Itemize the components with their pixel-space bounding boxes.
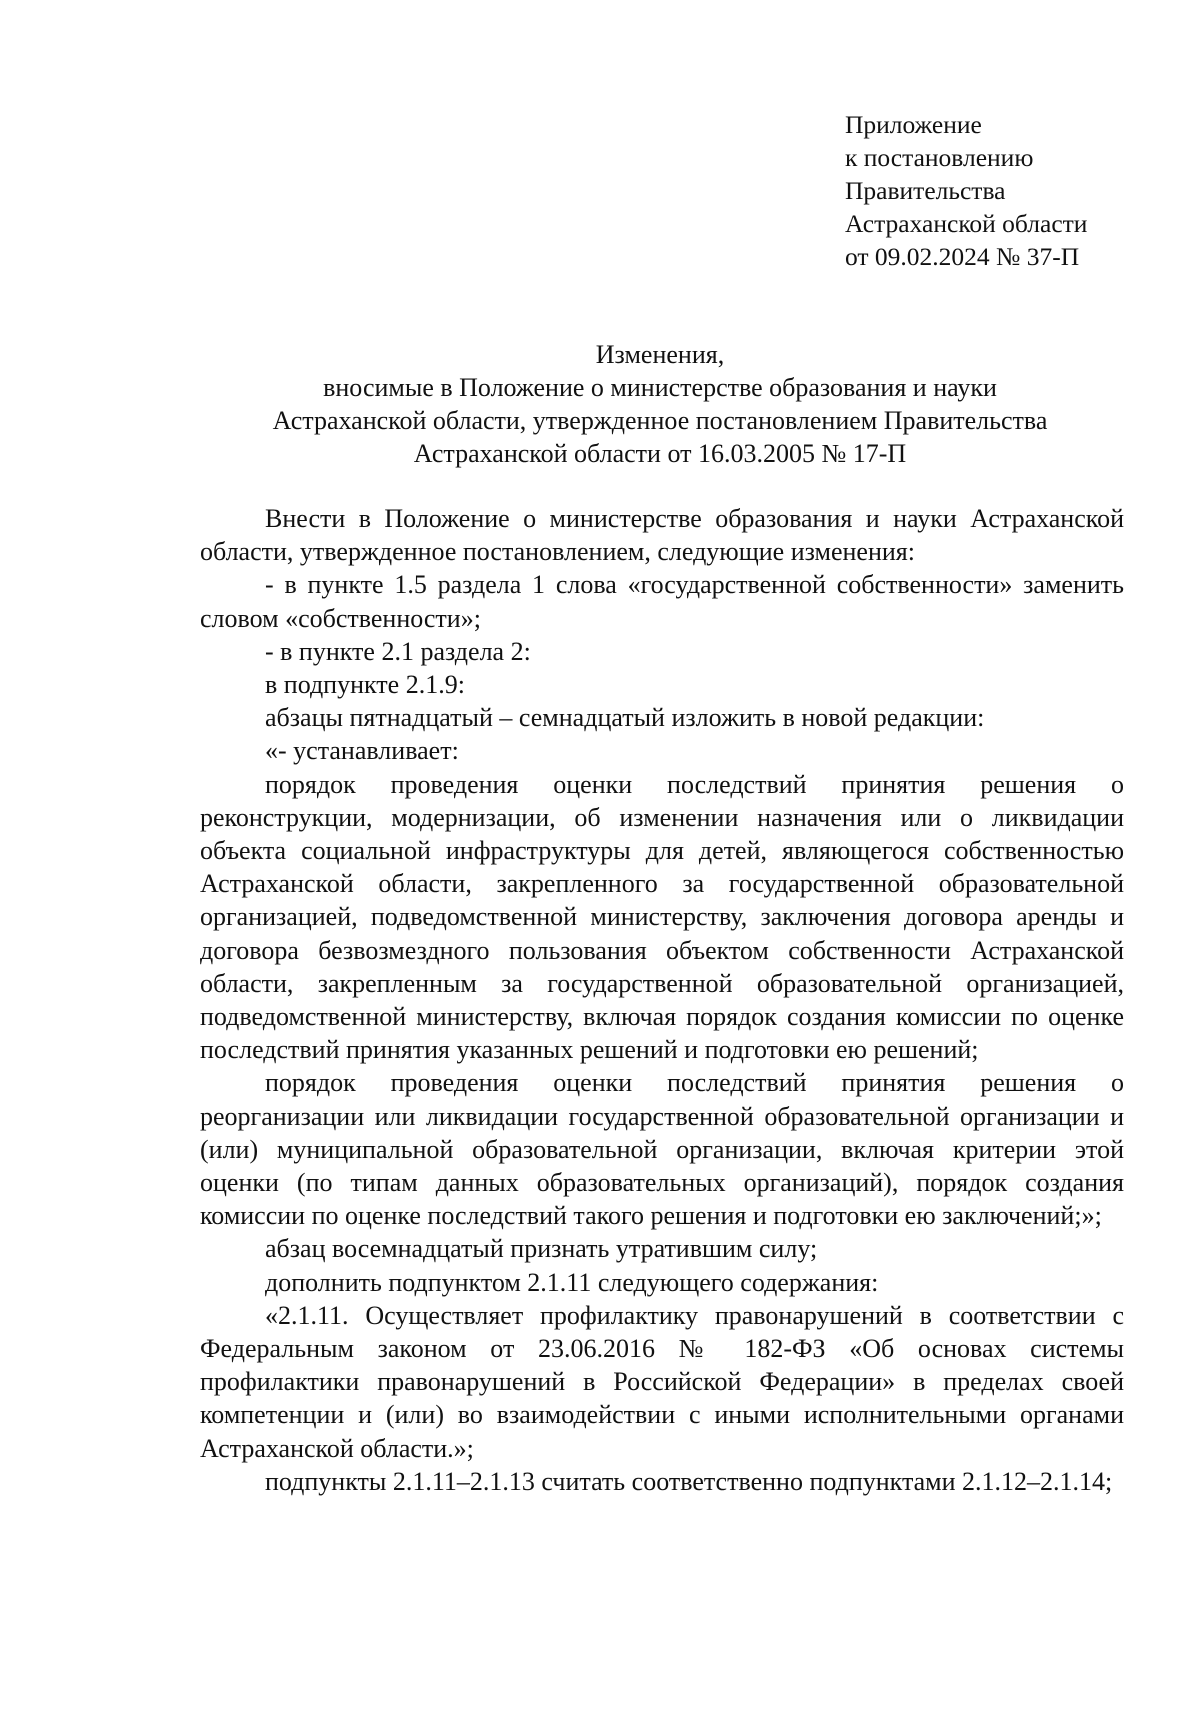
- paragraph: подпункты 2.1.11–2.1.13 считать соответственно подпунктами 2.1.12–2.1.14;: [265, 1466, 1113, 1496]
- paragraph: абзацы пятнадцатый – семнадцатый изложить в новой редакции:: [265, 703, 985, 733]
- heading-line: Астраханской области, утвержденное постановлением Правительства: [272, 406, 1048, 435]
- heading-title: Изменения,: [595, 340, 725, 369]
- appendix-line: Приложение: [845, 110, 982, 139]
- paragraph: дополнить подпунктом 2.1.11 следующего содержания:: [265, 1267, 879, 1297]
- heading-line: вносимые в Положение о министерстве образования и науки: [323, 373, 997, 402]
- paragraph: - в пункте 2.1 раздела 2:: [265, 636, 531, 666]
- paragraph: в подпункте 2.1.9:: [265, 670, 465, 700]
- appendix-line: от 09.02.2024 № 37-П: [845, 242, 1080, 271]
- paragraph: «- устанавливает:: [265, 736, 459, 766]
- appendix-line: к постановлению: [845, 143, 1034, 172]
- paragraph: Внести в Положение о министерстве образования и науки Астраханской области, утвержденное постановлением, следующие изменения:: [200, 504, 1124, 567]
- appendix-block: [845, 108, 1087, 273]
- paragraph: порядок проведения оценки последствий принятия решения о реконструкции, модернизации, об изменении назначения или о ликвидации объекта социальной инфраструктуры для детей, являющегося собственностью Астраханской области, закрепленного за государственной образовательной организацией, подведомственной министерству, заключения договора аренды и договора безвозмездного пользования объектом собственности Астраханской области, закрепленным за государственной образовательной организацией, подведомственной министерству, включая порядок создания комиссии по оценке последствий принятия указанных решений и подготовки ею решений;: [200, 769, 1124, 1065]
- heading-line: Астраханской области от 16.03.2005 № 17-П: [413, 439, 907, 468]
- paragraph: - в пункте 1.5 раздела 1 слова «государственной собственности» заменить словом «собственности»;: [200, 570, 1124, 633]
- paragraph: абзац восемнадцатый признать утратившим силу;: [265, 1234, 818, 1264]
- appendix-line: Правительства: [845, 176, 1006, 205]
- paragraph: «2.1.11. Осуществляет профилактику правонарушений в соответствии с Федеральным законом от 23.06.2016 № 182-ФЗ «Об основах системы профилактики правонарушений в Российской Федерации» в пределах своей компетенции и (или) во взаимодействии с иными исполнительными органами Астраханской области.»;: [200, 1300, 1124, 1463]
- document-heading: [200, 338, 1120, 470]
- document-body: [200, 502, 1124, 1498]
- paragraph: порядок проведения оценки последствий принятия решения о реорганизации или ликвидации государственной образовательной организации и (или) муниципальной образовательной организации, включая критерии этой оценки (по типам данных образовательных организаций), порядок создания комиссии по оценке последствий такого решения и подготовки ею заключений;»;: [200, 1068, 1124, 1231]
- appendix-line: Астраханской области: [845, 209, 1088, 238]
